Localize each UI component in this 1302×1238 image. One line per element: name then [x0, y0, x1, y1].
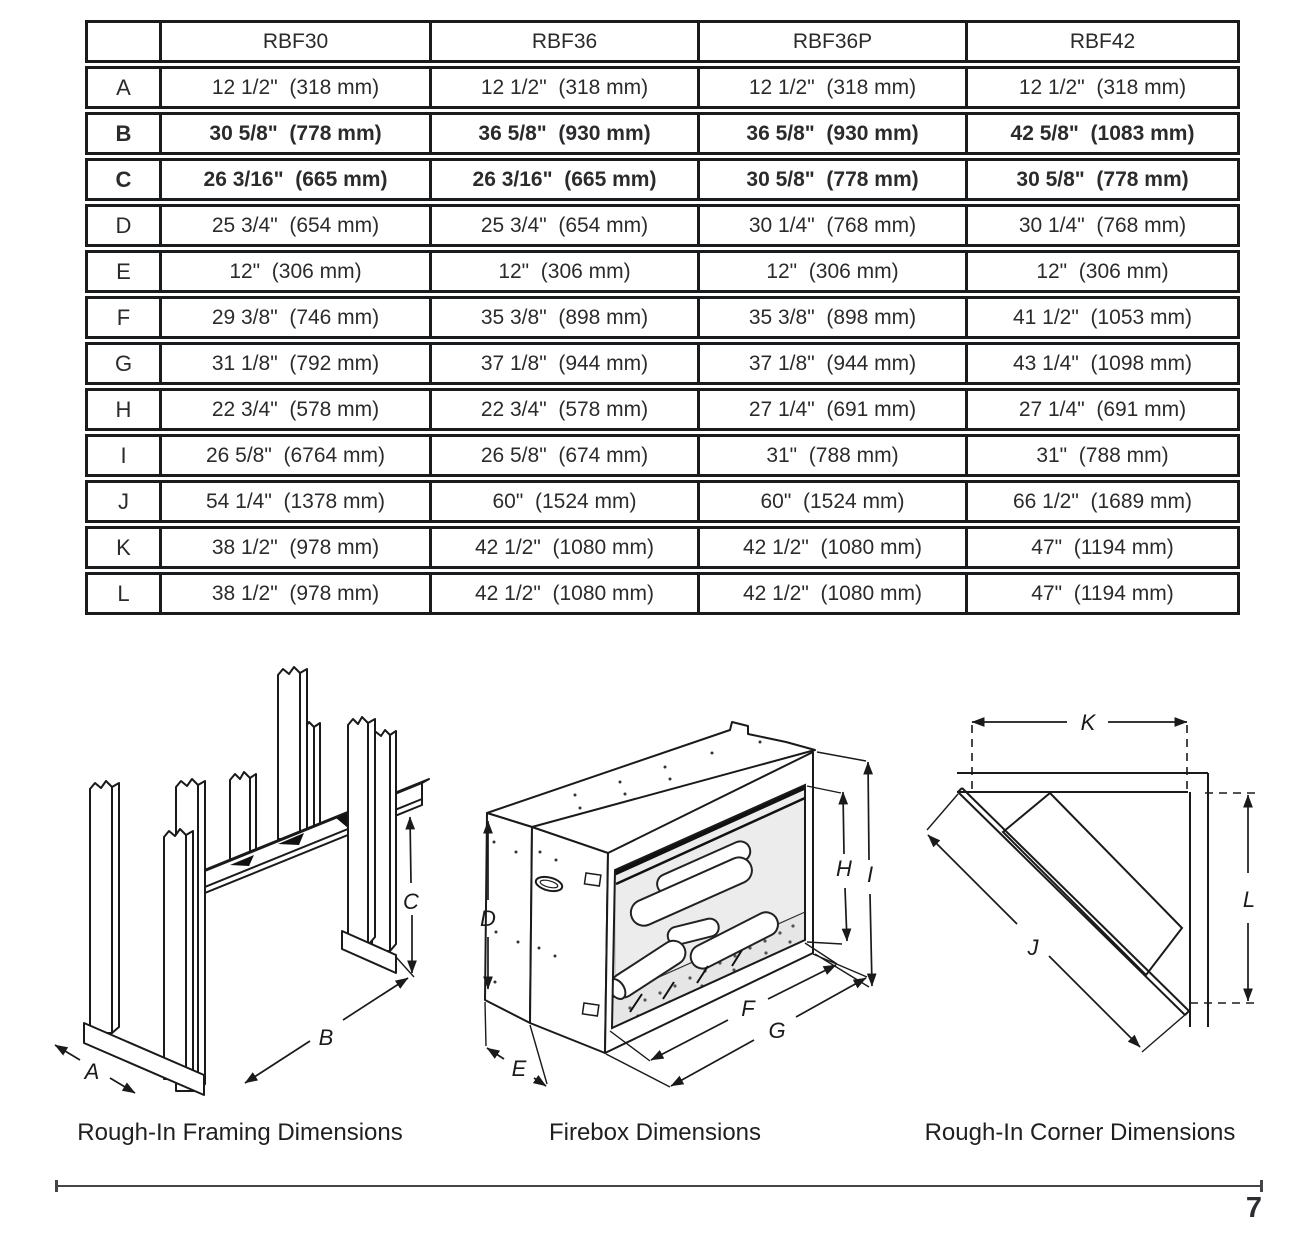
table-body: [85, 66, 1240, 615]
table-row: [85, 434, 1240, 477]
table-row: [85, 250, 1240, 293]
stud-icon: [230, 772, 256, 861]
row-label: C: [85, 158, 162, 201]
table-header: [85, 20, 1240, 63]
dim-label-i: I: [866, 862, 874, 887]
table-row: [85, 112, 1240, 155]
dimension-cell: 43 1/4" (1098 mm): [968, 342, 1240, 385]
clip-icon: [582, 1003, 598, 1016]
dimension-cell: 35 3/8" (898 mm): [432, 296, 700, 339]
table-row: [85, 572, 1240, 615]
dimension-cell: 22 3/4" (578 mm): [162, 388, 432, 431]
row-label: H: [85, 388, 162, 431]
table-row: [85, 204, 1240, 247]
row-label: G: [85, 342, 162, 385]
dimension-cell: 12" (306 mm): [700, 250, 968, 293]
dimension-cell: 35 3/8" (898 mm): [700, 296, 968, 339]
dim-label-b: B: [318, 1025, 334, 1050]
dim-label-f: F: [741, 996, 755, 1021]
dimension-cell: 42 1/2" (1080 mm): [700, 572, 968, 615]
dimension-cell: 31 1/8" (792 mm): [162, 342, 432, 385]
clip-icon: [584, 873, 600, 886]
dimension-cell: 27 1/4" (691 mm): [700, 388, 968, 431]
dimension-cell: 12" (306 mm): [162, 250, 432, 293]
dimension-cell: 12 1/2" (318 mm): [968, 66, 1240, 109]
dimension-cell: 47" (1194 mm): [968, 526, 1240, 569]
dimension-cell: 30 1/4" (768 mm): [700, 204, 968, 247]
dimension-cell: 36 5/8" (930 mm): [700, 112, 968, 155]
dim-label-e: E: [511, 1056, 527, 1081]
dimension-cell: 31" (788 mm): [968, 434, 1240, 477]
dim-label-d: D: [480, 906, 496, 931]
row-label: A: [85, 66, 162, 109]
row-label: B: [85, 112, 162, 155]
table-row: [85, 526, 1240, 569]
stud-icon: [90, 781, 119, 1033]
column-header: RBF36: [432, 20, 700, 63]
dimension-cell: 30 5/8" (778 mm): [162, 112, 432, 155]
row-label: J: [85, 480, 162, 523]
dimension-cell: 12 1/2" (318 mm): [432, 66, 700, 109]
right-wall: [1190, 773, 1208, 1027]
table-row: [85, 296, 1240, 339]
dimension-cell: 12 1/2" (318 mm): [700, 66, 968, 109]
dimension-cell: 31" (788 mm): [700, 434, 968, 477]
dim-label-h: H: [836, 856, 852, 881]
table-row: [85, 388, 1240, 431]
dimension-cell: 42 1/2" (1080 mm): [432, 526, 700, 569]
table-row: [85, 66, 1240, 109]
dimension-cell: 60" (1524 mm): [700, 480, 968, 523]
dimension-cell: 41 1/2" (1053 mm): [968, 296, 1240, 339]
firebox-front-left-face: [530, 827, 608, 1053]
table-corner-cell: [85, 20, 162, 63]
page-number: 7: [1245, 1192, 1262, 1224]
row-label: D: [85, 204, 162, 247]
top-wall: [957, 773, 1208, 792]
stud-icon: [348, 717, 375, 945]
dimension-cell: 25 3/4" (654 mm): [432, 204, 700, 247]
dimensions-table: [85, 17, 1240, 618]
dimension-cell: 42 1/2" (1080 mm): [700, 526, 968, 569]
dim-label-l: L: [1242, 887, 1256, 912]
row-label: L: [85, 572, 162, 615]
stud-icon: [164, 829, 193, 1079]
dimension-cell: 42 1/2" (1080 mm): [432, 572, 700, 615]
firebox-diagram: [460, 690, 890, 1110]
dimension-cell: 12" (306 mm): [432, 250, 700, 293]
dimension-cell: 22 3/4" (578 mm): [432, 388, 700, 431]
dimension-cell: 26 5/8" (6764 mm): [162, 434, 432, 477]
framing-caption: Rough-In Framing Dimensions: [77, 1119, 403, 1146]
dim-label-j: J: [1027, 935, 1039, 960]
table-row: [85, 342, 1240, 385]
dimension-cell: 12" (306 mm): [968, 250, 1240, 293]
table-row: [85, 480, 1240, 523]
stud-icon: [278, 667, 307, 839]
dimension-cell: 36 5/8" (930 mm): [432, 112, 700, 155]
dimension-cell: 54 1/4" (1378 mm): [162, 480, 432, 523]
dimension-cell: 25 3/4" (654 mm): [162, 204, 432, 247]
table-row: [85, 158, 1240, 201]
dimension-cell: 26 3/16" (665 mm): [432, 158, 700, 201]
dimension-cell: 27 1/4" (691 mm): [968, 388, 1240, 431]
rough-in-framing-diagram: [40, 655, 470, 1110]
dimension-cell: 30 5/8" (778 mm): [700, 158, 968, 201]
dimension-cell: 12 1/2" (318 mm): [162, 66, 432, 109]
dimension-cell: 47" (1194 mm): [968, 572, 1240, 615]
dim-label-c: C: [403, 889, 419, 914]
dimension-cell: 37 1/8" (944 mm): [700, 342, 968, 385]
dim-label-a: A: [84, 1059, 100, 1084]
dimension-cell: 37 1/8" (944 mm): [432, 342, 700, 385]
dim-label-g: G: [768, 1018, 786, 1043]
dimension-cell: 30 1/4" (768 mm): [968, 204, 1240, 247]
footer-rule: [55, 1185, 1263, 1187]
dimension-cell: 66 1/2" (1689 mm): [968, 480, 1240, 523]
dimension-cell: 26 3/16" (665 mm): [162, 158, 432, 201]
dimension-cell: 29 3/8" (746 mm): [162, 296, 432, 339]
dimension-cell: 42 5/8" (1083 mm): [968, 112, 1240, 155]
dimension-cell: 38 1/2" (978 mm): [162, 526, 432, 569]
dimension-cell: 30 5/8" (778 mm): [968, 158, 1240, 201]
row-label: I: [85, 434, 162, 477]
dimension-cell: 26 5/8" (674 mm): [432, 434, 700, 477]
column-header: RBF42: [968, 20, 1240, 63]
row-label: K: [85, 526, 162, 569]
firebox-caption: Firebox Dimensions: [548, 1119, 762, 1146]
dim-label-k: K: [1080, 710, 1096, 735]
dimension-cell: 38 1/2" (978 mm): [162, 572, 432, 615]
dimension-cell: 60" (1524 mm): [432, 480, 700, 523]
row-label: F: [85, 296, 162, 339]
column-header: RBF36P: [700, 20, 968, 63]
row-label: E: [85, 250, 162, 293]
corner-caption: Rough-In Corner Dimensions: [924, 1119, 1236, 1146]
column-header: RBF30: [162, 20, 432, 63]
rough-in-corner-diagram: [905, 695, 1300, 1095]
